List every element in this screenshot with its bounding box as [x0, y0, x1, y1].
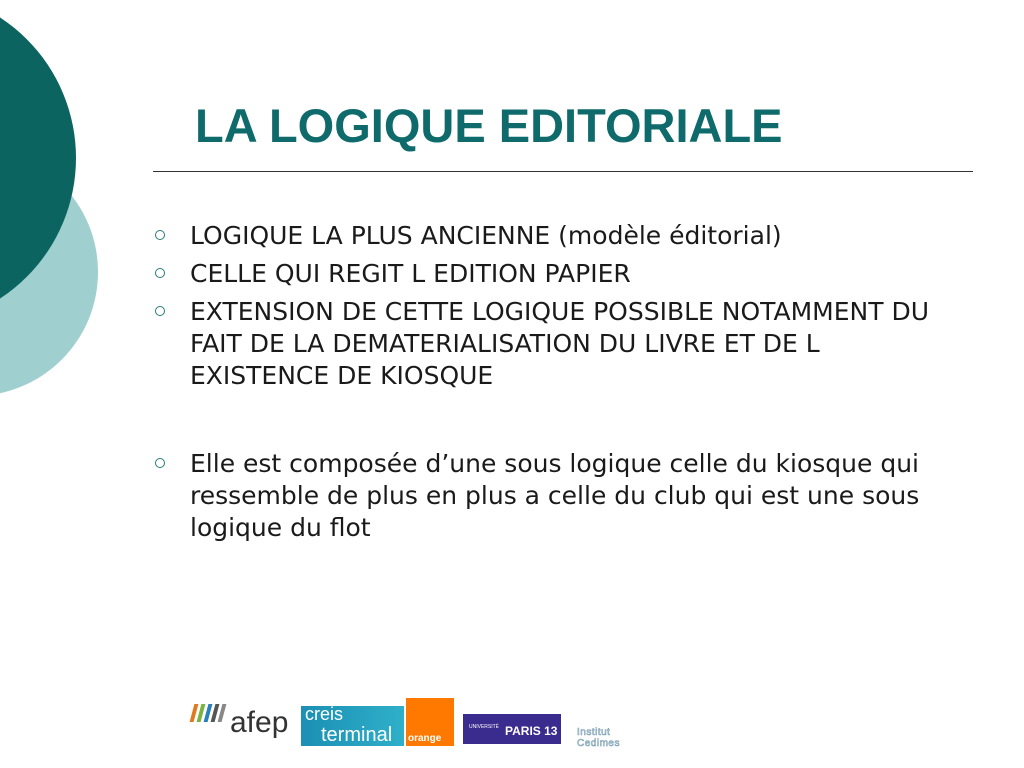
terminal-logo-text: terminal	[321, 724, 393, 746]
orange-logo-text: orange	[408, 733, 442, 744]
bullet-text: EXTENSION DE CETTE LOGIQUE POSSIBLE NOTAMMENT DU FAIT DE LA DEMATERIALISATION DU LIVRE ET DE L EXISTENCE DE KIOSQUE	[190, 297, 929, 390]
bullet-item	[150, 448, 950, 544]
bullet-text: CELLE QUI REGIT L EDITION PAPIER	[190, 259, 631, 288]
afep-logo	[190, 700, 300, 744]
bullet-item	[150, 258, 950, 290]
bullet-item	[150, 220, 950, 252]
afep-logo-text: afep	[230, 706, 289, 739]
orange-logo	[406, 698, 454, 746]
creis-logo-text: creis	[305, 706, 344, 724]
paris13-small-text: UNIVERSITÉ	[469, 724, 500, 730]
bullet-text: Elle est composée d’une sous logique celle du kiosque qui ressemble de plus en plus a celle du club qui est une sous logique du flot	[190, 449, 920, 542]
bullet-text: LOGIQUE LA PLUS ANCIENNE (modèle éditorial)	[190, 221, 782, 250]
title-divider	[153, 171, 973, 172]
bullet-circle-icon	[155, 268, 165, 278]
bullet-circle-icon	[155, 458, 165, 468]
bullet-item	[150, 296, 950, 392]
bullet-list	[150, 220, 950, 550]
slide-title: LA LOGIQUE EDITORIALE	[195, 99, 783, 152]
universite-paris13-logo	[463, 714, 561, 744]
bullet-circle-icon	[155, 306, 165, 316]
creis-terminal-logo	[301, 706, 404, 746]
cedimes-logo-text: Institut Cedimes	[577, 727, 620, 749]
bullet-circle-icon	[155, 230, 165, 240]
paris13-logo-text: PARIS 13	[505, 724, 558, 738]
